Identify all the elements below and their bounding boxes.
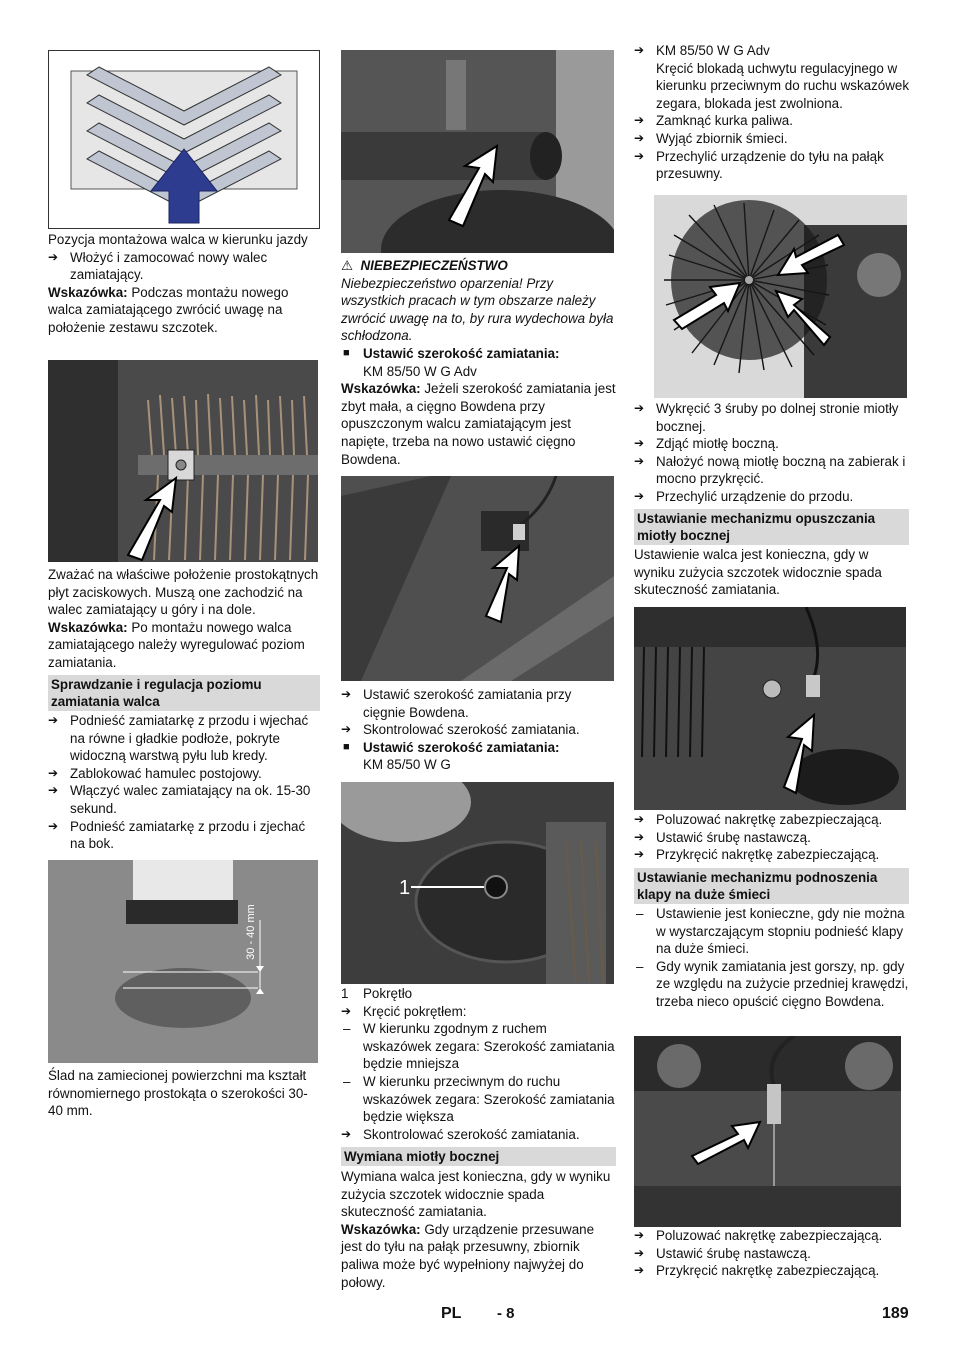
step-parking-brake: ➔ Zablokować hamulec postojowy. (48, 765, 262, 781)
arrow-icon: ➔ (341, 687, 352, 701)
brush-chevron-diagram (49, 51, 319, 228)
square-bullet-icon: ■ (343, 740, 350, 753)
photo-roller-clamp (48, 360, 318, 562)
step-set-screw-1: ➔ Ustawić śrubę nastawczą. (634, 829, 811, 845)
step-check-width: ➔ Skontrolować szerokość zamiatania. (341, 722, 580, 738)
figure-adjusting-screw-2 (634, 1036, 901, 1227)
step-remove-broom: ➔ Zdjąć miotłę boczną. (634, 436, 779, 452)
knob-callout: 1 (399, 877, 411, 899)
para-lowering-reason: Ustawienie walca jest konieczna, gdy w wyniku zużycia szczotek widocznie spada skuteczność zamiatania. (634, 547, 882, 598)
arrow-icon: ➔ (634, 1263, 645, 1278)
dash-counterclockwise: – W kierunku przeciwnym do ruchu wskazówek zegara: Szerokość zamiatania będzie większa (343, 1073, 615, 1125)
caption-mounting-position: Pozycja montażowa walca w kierunku jazdy (48, 232, 308, 247)
arrow-icon: ➔ (634, 829, 645, 844)
warning-icon: ⚠ (341, 258, 354, 273)
legend-knob: 1 Pokrętło (341, 986, 413, 1001)
step-loosen-nut-1: ➔ Poluzować nakrętkę zabezpieczającą. (634, 812, 883, 827)
arrow-icon: ➔ (634, 1245, 645, 1260)
danger-heading: ⚠ NIEBEZPIECZEŃSTWO (341, 258, 508, 273)
figure-adjusting-screw-1 (634, 607, 906, 810)
footer-page-number: 189 (882, 1305, 909, 1322)
step-set-width-bowden: ➔ Ustawić szerokość zamiatania przy cięgnie Bowdena. (341, 687, 572, 720)
dash-bullet: – (343, 1073, 351, 1089)
square-bullet-icon: ■ (343, 346, 350, 359)
arrow-icon: ➔ (634, 488, 645, 503)
footer-language: PL (441, 1305, 462, 1322)
dash-bullet: – (636, 906, 644, 921)
step-drive-on-surface: ➔ Podnieść zamiatarkę z przodu i wjechać na równe i gładkie podłoże, pokryte widoczną warstwą pyłu lub kredy. (48, 713, 309, 764)
photo-adjusting-screw-2 (634, 1036, 901, 1227)
arrow-icon: ➔ (634, 436, 645, 451)
photo-bowden-cable (341, 476, 614, 681)
figure-side-broom (654, 195, 907, 398)
arrow-icon: ➔ (341, 1126, 352, 1141)
arrow-icon: ➔ (48, 818, 59, 833)
step-set-width-wg: ■ Ustawić szerokość zamiatania: KM 85/50 W G (343, 739, 560, 773)
step-drive-aside: ➔ Podnieść zamiatarkę z przodu i zjechać na bok. (48, 818, 306, 852)
dash-flap-reason-2: – Gdy wynik zamiatania jest gorszy, np. gdy ze względu na zużycie przedniej krawędzi, trzeba nieco opuścić cięgno Bowdena. (636, 958, 909, 1009)
step-close-fuel: ➔ Zamknąć kurka paliwa. (634, 113, 793, 129)
sweep-width-label: 30 - 40 mm (245, 904, 257, 960)
arrow-icon: ➔ (634, 1228, 645, 1242)
arrow-icon: ➔ (634, 43, 645, 57)
figure-exhaust-pipe (341, 50, 614, 253)
step-remove-bin: ➔ Wyjąć zbiornik śmieci. (634, 130, 788, 146)
arrow-icon: ➔ (341, 722, 352, 737)
dash-flap-reason-1: – Ustawienie jest konieczne, gdy nie można w wystarczającym stopniu podnieść klapy na duże śmieci. (636, 906, 905, 957)
para-clamp-plates: Zważać na właściwe położenie prostokątnych płyt zaciskowych. Muszą one zachodzić na walec zamiatający u góry i na dole. (48, 567, 319, 618)
arrow-icon: ➔ (48, 713, 59, 727)
photo-knob (341, 782, 614, 984)
arrow-icon: ➔ (634, 401, 645, 415)
dash-bullet: – (343, 1021, 351, 1037)
dash-clockwise: – W kierunku zgodnym z ruchem wskazówek zegara: Szerokość zamiatania będzie mniejsza (343, 1021, 615, 1072)
step-check-width-2: ➔ Skontrolować szerokość zamiatania. (341, 1126, 580, 1142)
arrow-icon: ➔ (634, 812, 645, 826)
photo-exhaust-pipe (341, 50, 614, 253)
photo-sweep-mark (48, 860, 318, 1063)
heading-flap-mechanism: Ustawianie mechanizmu podnoszenia klapy na duże śmieci (634, 868, 909, 904)
step-tilt-back: ➔ Przechylić urządzenie do tyłu na pałąk przesuwny. (634, 148, 884, 182)
step-turn-knob: ➔ Kręcić pokrętłem: (341, 1003, 467, 1019)
figure-bowden-cable (341, 476, 614, 681)
step-set-width-adv: ■ Ustawić szerokość zamiatania: KM 85/50 W G Adv (343, 345, 560, 379)
step-insert-roller: ➔ Włożyć i zamocować nowy walec zamiatający. (48, 249, 268, 283)
dash-bullet: – (636, 958, 644, 974)
note-adjust-level: Wskazówka: Po montażu nowego walca zamiatającego należy wyregulować poziom zamiatania. (48, 619, 305, 670)
note-fuel-tank: Wskazówka: Gdy urządzenie przesuwane jest do tyłu na pałąk przesuwny, zbiornik paliwa może być wypełniony najwyżej do połowy. (341, 1221, 595, 1290)
arrow-icon: ➔ (48, 765, 59, 780)
step-unscrew-screws: ➔ Wykręcić 3 śruby po dolnej stronie miotły bocznej. (634, 401, 899, 434)
heading-check-level: Sprawdzanie i regulacja poziomu zamiatania walca (48, 675, 320, 711)
note-brush-set: Wskazówka: Podczas montażu nowego walca zamiatającego zwrócić uwagę na położenie zestawu szczotek. (48, 284, 289, 335)
para-replace-reason: Wymiana walca jest konieczna, gdy w wyniku zużycia szczotek widocznie spada skuteczność zamiatania. (341, 1169, 611, 1220)
figure-sweep-mark (48, 860, 318, 1063)
figure-brush-position (48, 50, 320, 229)
photo-adjusting-screw-1 (634, 607, 906, 810)
step-fit-new-broom: ➔ Nałożyć nową miotłę boczną na zabierak i mocno przykręcić. (634, 453, 906, 487)
note-bowden-cable: Wskazówka: Jeżeli szerokość zamiatania jest zbyt mała, a cięgno Bowdena przy opuszczonym walcu zamiatającym jest napięte, trzeba na nowo ustawić cięgno Bowdena. (341, 381, 616, 467)
step-tighten-nut-2: ➔ Przykręcić nakrętkę zabezpieczającą. (634, 1263, 880, 1279)
danger-text: Niebezpieczeństwo oparzenia! Przy wszystkich pracach w tym obszarze należy zwrócić uwagę na to, by rura wydechowa była schłodzona. (341, 275, 614, 344)
step-tighten-nut-1: ➔ Przykręcić nakrętkę zabezpieczającą. (634, 847, 880, 863)
arrow-icon: ➔ (48, 783, 59, 798)
step-set-screw-2: ➔ Ustawić śrubę nastawczą. (634, 1245, 811, 1261)
arrow-icon: ➔ (634, 453, 645, 468)
step-tilt-forward: ➔ Przechylić urządzenie do przodu. (634, 488, 854, 504)
step-adv-lock: ➔ KM 85/50 W G Adv Kręcić blokadą uchwytu regulacyjnego w kierunku przeciwnym do ruchu wskazówek zegara, blokada jest zwolniona. (634, 43, 910, 111)
arrow-icon: ➔ (634, 113, 645, 128)
para-sweep-result: Ślad na zamiecionej powierzchni ma kształt równomiernego prostokąta o szerokości 30-40 mm. (48, 1068, 308, 1119)
arrow-icon: ➔ (341, 1003, 352, 1018)
arrow-icon: ➔ (634, 130, 645, 145)
photo-side-broom (654, 195, 907, 398)
heading-lowering-mechanism: Ustawianie mechanizmu opuszczania miotły bocznej (634, 509, 909, 545)
footer-page-local: - 8 (497, 1305, 515, 1322)
figure-roller-clamp (48, 360, 318, 562)
arrow-icon: ➔ (48, 249, 59, 264)
heading-replace-side-broom: Wymiana miotły bocznej (341, 1147, 616, 1166)
step-loosen-nut-2: ➔ Poluzować nakrętkę zabezpieczającą. (634, 1228, 883, 1243)
figure-knob (341, 782, 614, 984)
arrow-icon: ➔ (634, 148, 645, 163)
step-switch-on-roller: ➔ Włączyć walec zamiatający na ok. 15-30 sekund. (48, 783, 311, 816)
arrow-icon: ➔ (634, 847, 645, 862)
